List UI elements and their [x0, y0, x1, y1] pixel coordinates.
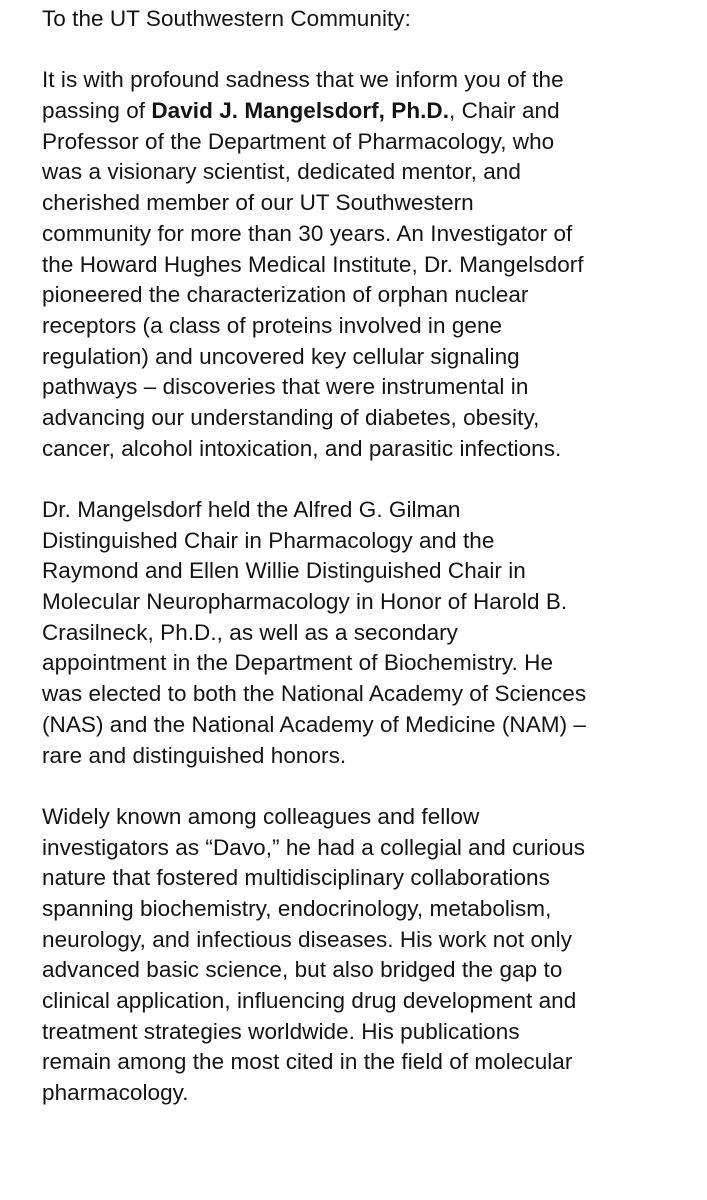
text-line: regulation) and uncovered key cellular signaling: [42, 343, 520, 369]
text-line: clinical application, influencing drug development and: [42, 988, 577, 1013]
text-line: Distinguished Chair in Pharmacology and the: [42, 527, 495, 553]
text-line: receptors (a class of proteins involved in gene: [42, 312, 503, 338]
text-line: was elected to both the National Academy of Sciences: [42, 681, 587, 707]
text-line: rare and distinguished honors.: [42, 742, 347, 768]
text-line: Crasilneck, Ph.D., as well as a secondary: [42, 619, 458, 645]
text-line: appointment in the Department of Biochemistry. He: [42, 650, 554, 676]
paragraph-legacy: [42, 802, 695, 1109]
text-line: investigators as “Davo,” he had a collegial and curious: [42, 834, 586, 860]
text-line: community for more than 30 years. An Investigator of: [42, 220, 573, 246]
paragraph-announcement: [42, 65, 695, 464]
text-segment: , Chair and: [449, 98, 560, 124]
text-segment: passing of: [42, 98, 152, 124]
text-line: remain among the most cited in the field of molecular: [42, 1049, 573, 1075]
honoree-name: David J. Mangelsdorf, Ph.D.: [151, 98, 450, 124]
text-line: advancing our understanding of diabetes, obesity,: [42, 404, 540, 430]
paragraph-spacer: [42, 35, 695, 66]
text-line: spanning biochemistry, endocrinology, metabolism,: [42, 895, 552, 921]
paragraph-spacer: [42, 464, 695, 495]
text-line: (NAS) and the National Academy of Medicine (NAM) –: [42, 711, 586, 737]
text-line: Molecular Neuropharmacology in Honor of Harold B.: [42, 589, 568, 615]
text-line: pharmacology.: [42, 1080, 189, 1106]
text-line: Widely known among colleagues and fellow: [42, 803, 480, 829]
text-line: [42, 96, 695, 127]
text-line: Professor of the Department of Pharmacology, who: [42, 128, 555, 154]
salutation: To the UT Southwestern Community:: [42, 6, 411, 31]
text-line: was a visionary scientist, dedicated mentor, and: [42, 159, 521, 185]
text-line: Dr. Mangelsdorf held the Alfred G. Gilman: [42, 497, 461, 522]
text-line: neurology, and infectious diseases. His work not only: [42, 926, 573, 952]
text-line: pathways – discoveries that were instrumental in: [42, 374, 529, 400]
text-line: treatment strategies worldwide. His publications: [42, 1018, 520, 1044]
text-line: It is with profound sadness that we inform you of the: [42, 67, 564, 93]
text-line: Raymond and Ellen Willie Distinguished Chair in: [42, 558, 526, 584]
text-line: pioneered the characterization of orphan nuclear: [42, 282, 529, 308]
paragraph-honors: [42, 495, 695, 771]
text-line: advanced basic science, but also bridged the gap to: [42, 957, 563, 983]
text-line: cherished member of our UT Southwestern: [42, 190, 474, 216]
text-line: nature that fostered multidisciplinary collaborations: [42, 865, 550, 891]
paragraph-spacer: [42, 771, 695, 802]
text-line: cancer, alcohol intoxication, and parasitic infections.: [42, 435, 562, 461]
text-line: the Howard Hughes Medical Institute, Dr. Mangelsdorf: [42, 251, 584, 277]
